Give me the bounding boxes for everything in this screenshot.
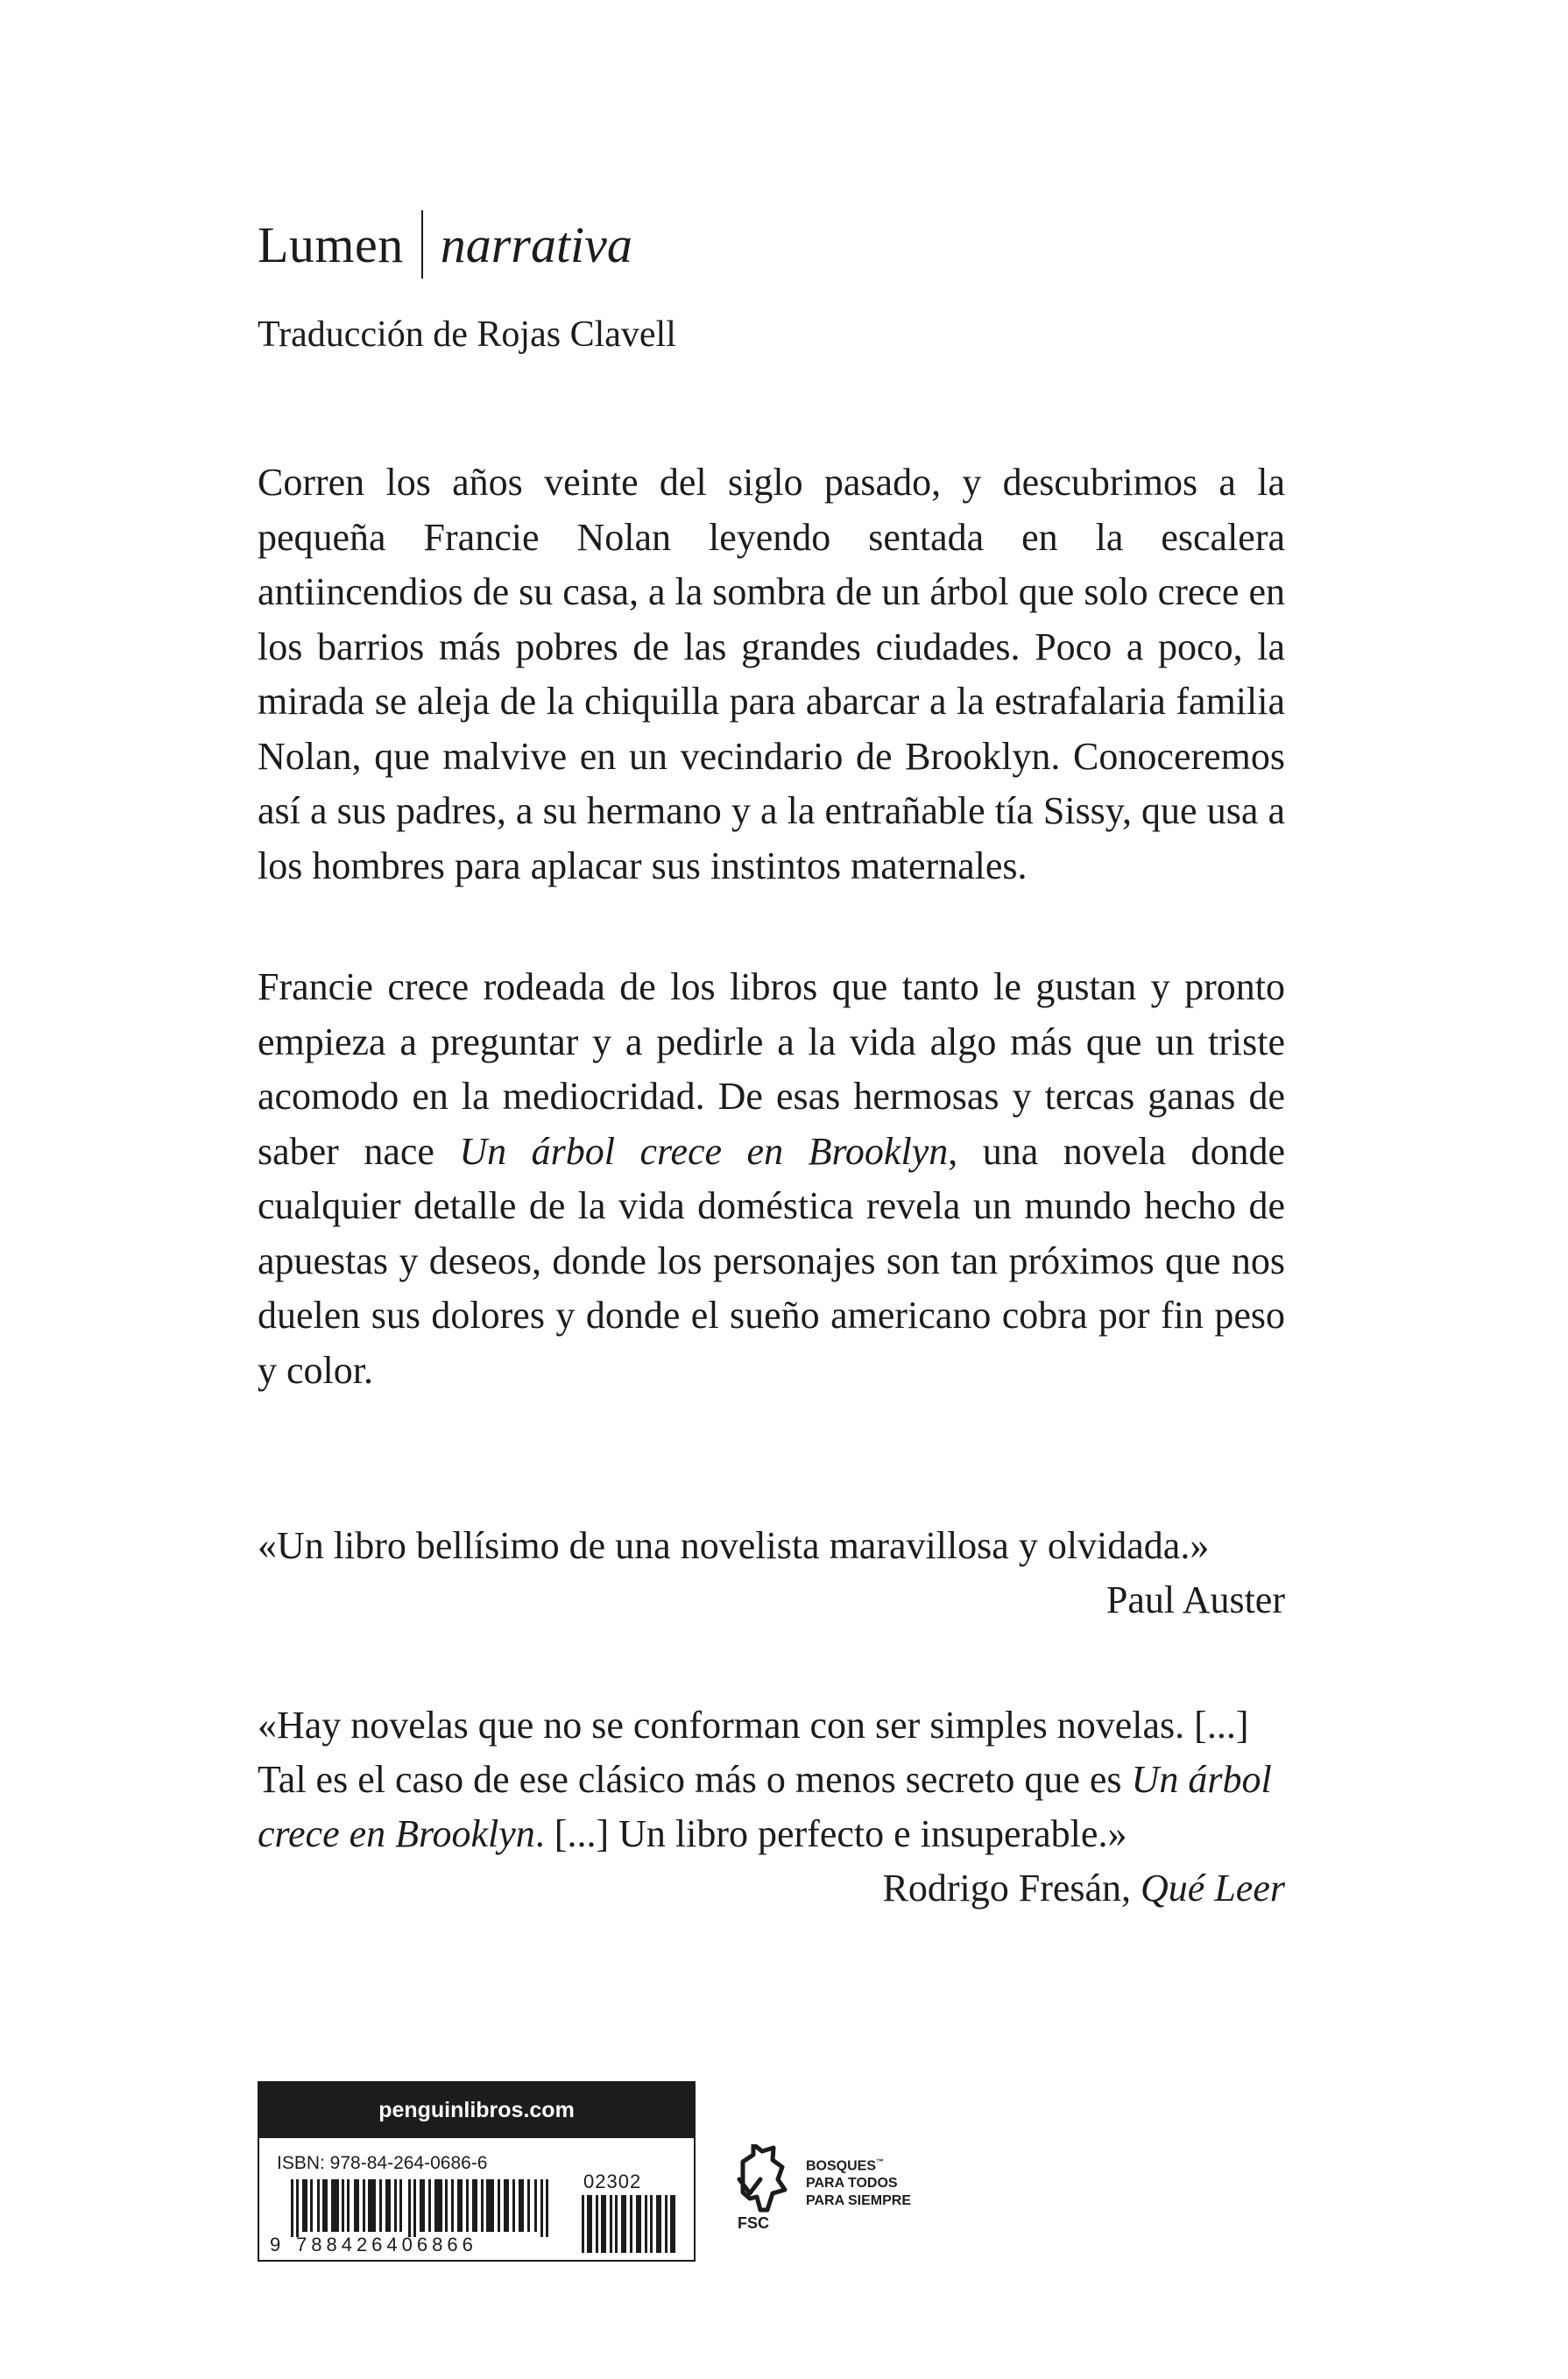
barcode-bars <box>291 2179 548 2237</box>
fsc-slogan-line-2: PARA TODOS <box>806 2176 898 2192</box>
quote-text-b: . [...] Un libro perfecto e insuperable.» <box>534 1812 1127 1855</box>
synopsis-text-b: , una novela donde cualquier detalle de la vida doméstica revela un mundo hecho de apuestas y deseos, donde los personajes son tan próximos que nos duelen sus dolores y donde el sueño americano cobra por fin peso y color. <box>258 1129 1285 1392</box>
publisher-brand <box>258 210 632 279</box>
quote-source: Qué Leer <box>1141 1867 1285 1910</box>
brand-divider <box>421 210 423 279</box>
barcode-addon-bars <box>582 2195 678 2253</box>
fsc-slogan-line-1: BOSQUES <box>806 2158 877 2174</box>
synopsis-text-a: Francie crece rodeada de los libros que tanto le gustan y pronto empieza a preguntar y a pedirle a la vida algo más que un triste acomodo en la mediocridad. De esas hermosas y tercas ganas de saber nace <box>258 965 1285 1173</box>
fsc-label: FSC <box>738 2214 769 2232</box>
quote-text <box>258 1698 1285 1861</box>
synopsis-paragraph-2 <box>258 960 1285 1398</box>
quote-author-name: Rodrigo Fresán, <box>882 1867 1141 1910</box>
review-quote-1 <box>258 1519 1285 1627</box>
barcode-first-digit: 9 <box>270 2234 281 2255</box>
publisher-name: Lumen <box>258 215 404 273</box>
fsc-certification <box>734 2144 912 2245</box>
translator-credit: Traducción de Rojas Clavell <box>258 314 676 355</box>
fsc-slogan-line-3: PARA SIEMPRE <box>806 2193 912 2209</box>
quote-author: Paul Auster <box>1105 1578 1285 1621</box>
book-title: Un árbol crece en Brooklyn <box>459 1129 949 1173</box>
barcode-digits: 788426406866 <box>296 2234 477 2255</box>
quote-text: «Un libro bellísimo de una novelista maravillosa y olvidada.» <box>258 1524 1210 1567</box>
quote-text-a: «Hay novelas que no se conforman con ser simples novelas. [...] Tal es el caso de ese clásico más o menos secreto que es <box>258 1704 1249 1801</box>
barcode-addon-number: 02302 <box>583 2171 642 2192</box>
synopsis-paragraph-1: Corren los años veinte del siglo pasado, y descubrimos a la pequeña Francie Nolan leyendo sentada en la escalera antiincendios de su casa, a la sombra de un árbol que solo crece en los barrios más pobres de las grandes ciudades. Poco a poco, la mirada se aleja de la chiquilla para abarcar a la estrafalaria familia Nolan, que malvive en un vecindario de Brooklyn. Conoceremos así a sus padres, a su hermano y a la entrañable tía Sissy, que usa a los hombres para aplacar sus instintos maternales. <box>258 461 1285 887</box>
trademark-symbol: ™ <box>876 2157 885 2166</box>
quote-book-title: Un árbol crece en Brooklyn <box>258 1758 1272 1855</box>
barcode-panel <box>258 2081 696 2262</box>
series-name: narrativa <box>440 215 632 273</box>
isbn-label: ISBN: 978-84-264-0686-6 <box>277 2153 488 2173</box>
website-label: penguinlibros.com <box>259 2083 694 2138</box>
quote-author <box>258 1861 1285 1916</box>
review-quote-2 <box>258 1698 1285 1916</box>
fsc-slogan <box>806 2153 911 2210</box>
